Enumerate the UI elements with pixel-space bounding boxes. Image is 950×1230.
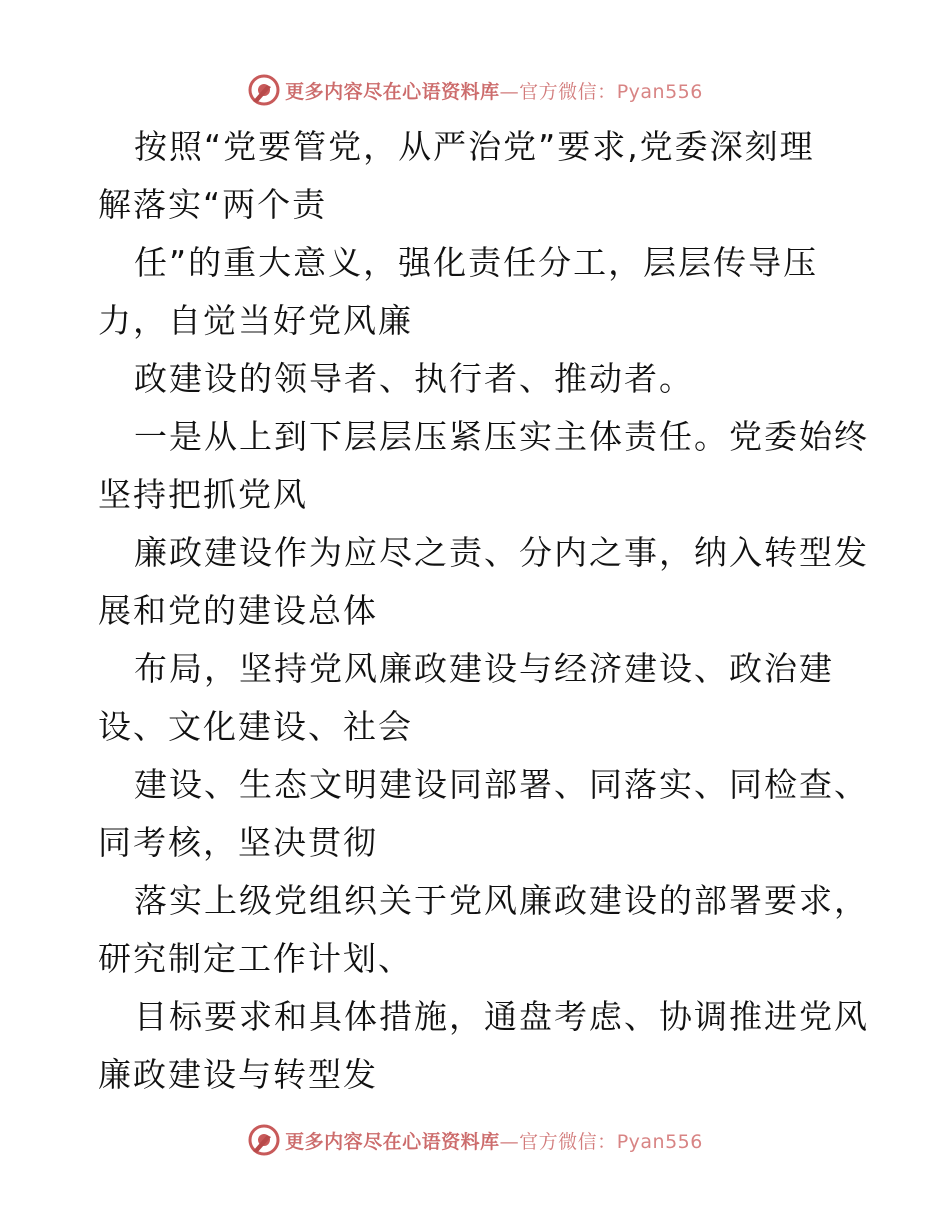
text-line: 布局，坚持党风廉政建设与经济建设、政治建	[134, 649, 834, 688]
watermark-wechat-id: Pyan556	[616, 80, 703, 103]
document-body	[98, 118, 868, 1104]
watermark-site-text: 更多内容尽在心语资料库	[285, 80, 500, 103]
text-line: 建设、生态文明建设同部署、同落实、同检查、	[134, 765, 869, 804]
footer-watermark	[0, 1120, 950, 1160]
text-line: 一是从上到下层层压紧压实主体责任。党委始终	[134, 417, 869, 456]
watermark-text	[285, 77, 703, 104]
text-line: 任”的重大意义，强化责任分工，层层传导压	[134, 243, 819, 282]
text-line: 目标要求和具体措施，通盘考虑、协调推进党风	[134, 997, 869, 1036]
text-line: 同考核，坚决贯彻	[98, 823, 378, 862]
watermark-site-text: 更多内容尽在心语资料库	[285, 1130, 500, 1153]
watermark-text	[285, 1127, 703, 1154]
pen-logo-icon	[247, 1123, 281, 1157]
text-line: 坚持把抓党风	[98, 475, 308, 514]
watermark-separator: —	[499, 1130, 520, 1153]
text-line: 力，自觉当好党风廉	[98, 301, 413, 340]
watermark-separator: —	[499, 80, 520, 103]
text-line: 按照“党要管党，从严治党”要求,党委深刻理	[134, 127, 815, 166]
pen-logo-icon	[247, 73, 281, 107]
watermark-wechat-id: Pyan556	[616, 1130, 703, 1153]
watermark-wechat-label: 官方微信：	[519, 80, 617, 103]
text-line: 廉政建设与转型发	[98, 1055, 378, 1094]
text-line: 解落实“两个责	[98, 185, 328, 224]
text-line: 落实上级党组织关于党风廉政建设的部署要求，	[134, 881, 869, 920]
text-line: 政建设的领导者、执行者、推动者。	[134, 359, 694, 398]
text-line: 廉政建设作为应尽之责、分内之事，纳入转型发	[134, 533, 869, 572]
text-line: 研究制定工作计划、	[98, 939, 413, 978]
text-line: 展和党的建设总体	[98, 591, 378, 630]
watermark-wechat-label: 官方微信：	[519, 1130, 617, 1153]
text-line: 设、文化建设、社会	[98, 707, 413, 746]
header-watermark	[0, 70, 950, 110]
